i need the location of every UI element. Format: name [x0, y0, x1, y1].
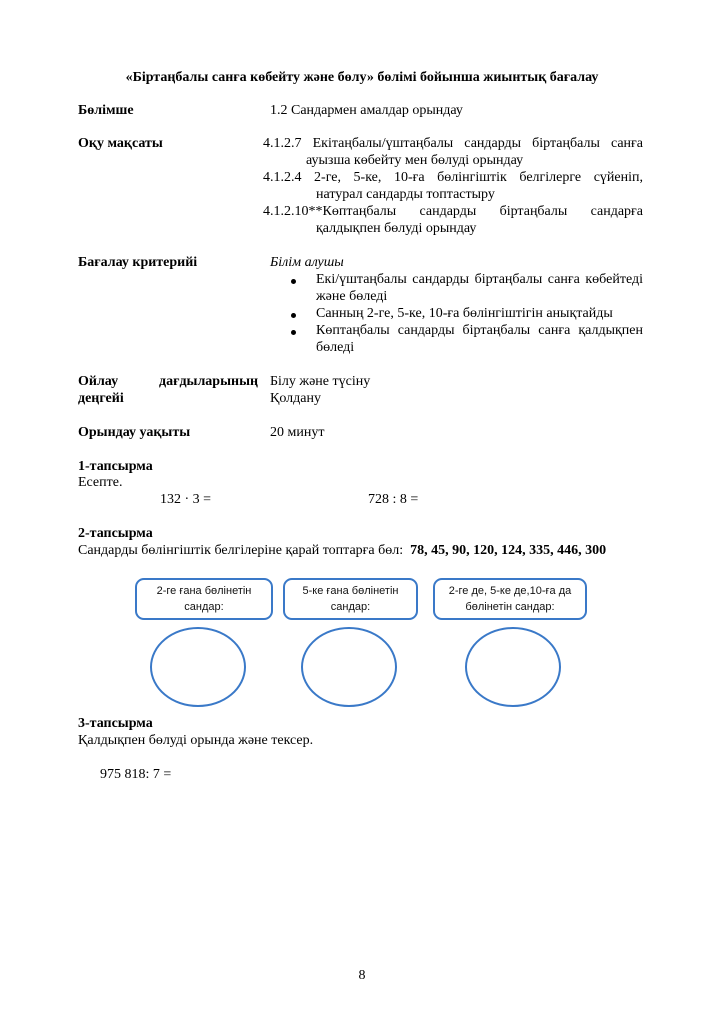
task1-title: 1-тапсырма	[78, 459, 153, 474]
objective-2-line1: 4.1.2.4 2-ге, 5-ке, 10-ға бөлiнгiштiк белгiлерге сүйенiп,	[263, 170, 643, 185]
task3-expression: 975 818: 7 =	[100, 767, 172, 782]
task1-instruction: Есепте.	[78, 475, 123, 490]
bullet-icon	[291, 313, 296, 318]
group-1-line1: 2-ге ғана бөлiнетiн	[156, 585, 252, 597]
section-value: 1.2 Сандармен амалдар орындау	[270, 103, 463, 118]
criterion-1-line1: Екi/үштаңбалы сандарды бiртаңбалы санға көбейтедi	[316, 272, 643, 287]
objective-1-line1: 4.1.2.7 Екiтаңбалы/үштаңбалы сандарды бiртаңбалы санға	[263, 136, 643, 151]
group-label-box-2	[283, 578, 418, 620]
group-2-line1: 5-ке ғана бөлiнетiн	[302, 585, 399, 597]
thinking-value-1: Бiлу және түсiну	[270, 374, 371, 389]
criterion-3-line1: Көптаңбалы сандарды бiртаңбалы санға қалдықпен	[316, 323, 643, 338]
objective-2-line2: натурал сандарды топтастыру	[316, 187, 495, 202]
thinking-value-2: Қолдану	[270, 391, 321, 406]
task3-title: 3-тапсырма	[78, 716, 153, 731]
criteria-intro: Бiлiм алушы	[270, 255, 344, 270]
task2-instruction-text: Сандарды бөлiнгiштiк белгiлерiне қарай топтарға бөл:	[78, 543, 404, 558]
group-label-box-1	[135, 578, 273, 620]
answer-circle-2[interactable]	[301, 627, 397, 707]
group-2-line2: сандар:	[330, 601, 371, 613]
criterion-2-line1: Санның 2-ге, 5-ке, 10-ға бөлiнгiштiгiн анықтайды	[316, 306, 613, 321]
group-3-line2: бөлiнетiн сандар:	[465, 601, 555, 613]
task2-numbers: 78, 45, 90, 120, 124, 335, 446, 300	[410, 543, 607, 558]
page-number: 8	[358, 968, 366, 983]
criterion-1-line2: және бөледi	[316, 289, 388, 304]
objective-1-line2: ауызша көбейту мен бөлудi орындау	[306, 153, 524, 168]
group-label-box-3	[433, 578, 587, 620]
criterion-3-line2: бөледi	[316, 340, 355, 355]
criteria-label: Бағалау критерийi	[78, 255, 198, 270]
task2-instruction	[78, 543, 606, 559]
answer-circle-3[interactable]	[465, 627, 561, 707]
objective-3-line1: 4.1.2.10**Көптаңбалы сандарды бiртаңбалы сандарға	[263, 204, 643, 219]
answer-circle-1[interactable]	[150, 627, 246, 707]
group-3-line1: 2-ге де, 5-ке де,10-ға да	[448, 585, 572, 597]
bullet-icon	[291, 330, 296, 335]
time-value: 20 минут	[270, 425, 325, 440]
task2-title: 2-тапсырма	[78, 526, 153, 541]
time-label: Орындау уақыты	[78, 425, 191, 440]
task1-expression-2: 728 : 8 =	[368, 492, 419, 507]
task3-instruction: Қалдықпен бөлудi орында және тексер.	[78, 733, 314, 748]
task1-expression-1: 132 · 3 =	[160, 492, 212, 507]
thinking-label-second: деңгейi	[78, 391, 124, 406]
thinking-label-mid: дағдыларының	[159, 374, 259, 389]
section-label: Бөлiмше	[78, 103, 134, 118]
objectives-label: Оқу мақсаты	[78, 136, 163, 151]
objective-3-line2: қалдықпен бөлудi орындау	[316, 221, 477, 236]
page-title: «Бiртаңбалы санға көбейту және бөлу» бөлiмi бойынша жиынтық бағалау	[125, 70, 599, 85]
bullet-icon	[291, 279, 296, 284]
group-1-line2: сандар:	[184, 601, 224, 613]
thinking-label-first: Ойлау	[78, 374, 119, 389]
